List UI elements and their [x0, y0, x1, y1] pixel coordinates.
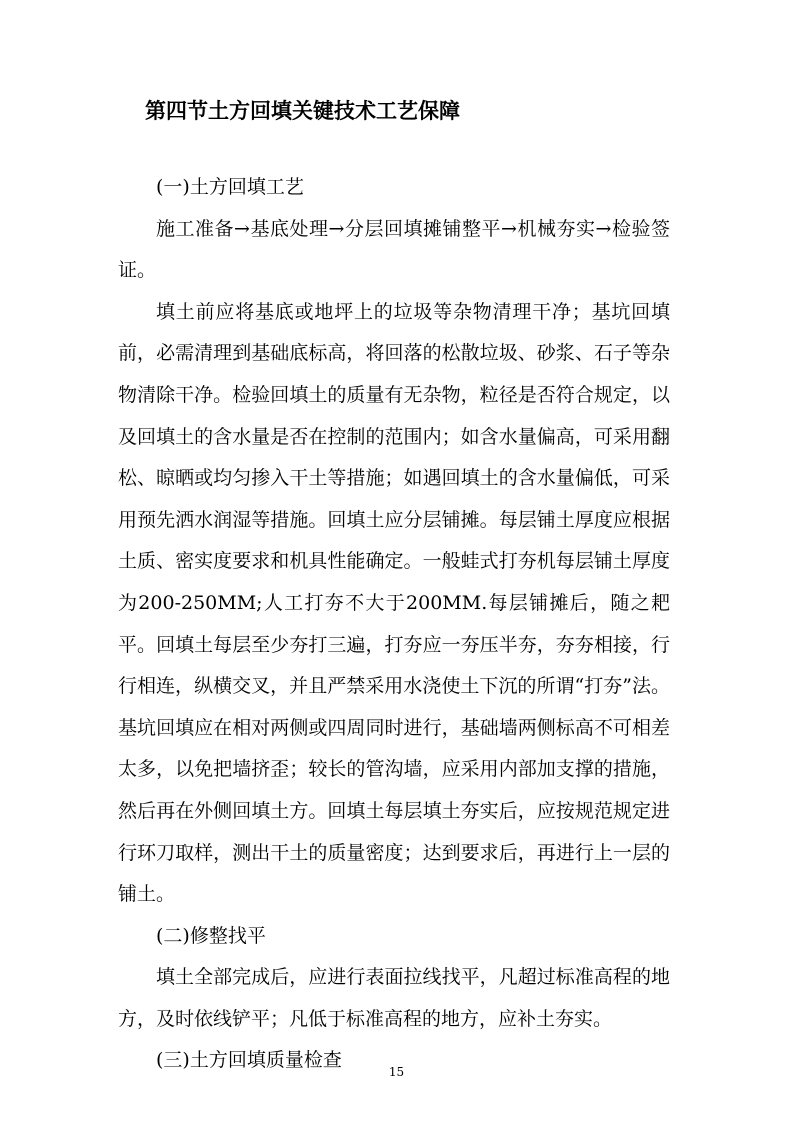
body-text [118, 167, 670, 1082]
paragraph-process-flow: 施工准备→基底处理→分层回填摊铺整平→机械夯实→检验签证。 [118, 217, 670, 282]
section-title: 第四节土方回填关键技术工艺保障 [145, 98, 460, 123]
subheading-backfill-process: (一)土方回填工艺 [156, 176, 304, 198]
subheading-leveling: (二)修整找平 [156, 924, 266, 947]
subheading-quality-check: (三)土方回填质量检查 [156, 1049, 342, 1072]
paragraph-backfill-requirements: 填土前应将基底或地坪上的垃圾等杂物清理干净；基坑回填前，必需清理到基础底标高，将回落的松散垃圾、砂浆、石子等杂物清除干净。检验回填土的质量有无杂物，粒径是否符合规定，以及回填土的含水量是否在控制的范围内；如含水量偏高，可采用翻松、晾晒或均匀掺入干土等措施；如遇回填土的含水量偏低，可采用预先洒水润湿等措施。回填土应分层铺摊。每层铺土厚度应根据土质、密实度要求和机具性能确定。一般蛙式打夯机每层铺土厚度为200-250MM;人工打夯不大于200MM.每层铺摊后，随之耙平。回填土每层至少夯打三遍，打夯应一夯压半夯，夯夯相接，行行相连，纵横交叉，并且严禁采用水浇使土下沉的所谓“打夯”法。基坑回填应在相对两侧或四周同时进行，基础墙两侧标高不可相差太多，以免把墙挤歪；较长的管沟墙，应采用内部加支撑的措施，然后再在外侧回填土方。回填土每层填土夯实后，应按规范规定进行环刀取样，测出干土的质量密度；达到要求后，再进行上一层的铺土。 [118, 300, 670, 906]
page-number: 15 [388, 1065, 405, 1079]
paragraph-leveling: 填土全部完成后，应进行表面拉线找平，凡超过标准高程的地方，及时依线铲平；凡低于标准高程的地方，应补土夯实。 [118, 966, 670, 1030]
